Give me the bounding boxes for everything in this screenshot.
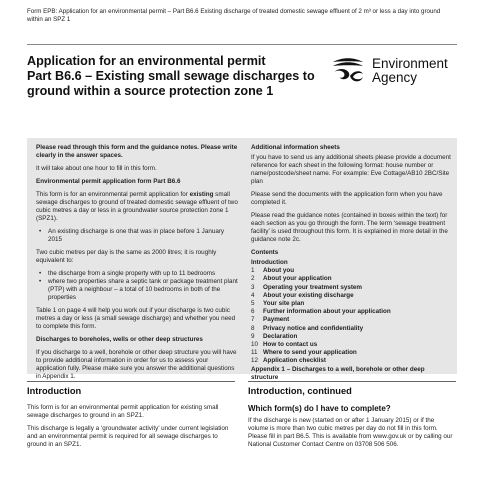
logo-line-2: Agency <box>372 70 418 85</box>
page-title <box>27 54 327 99</box>
info-right-column <box>251 144 451 382</box>
contents-item[interactable]: 10 How to contact us <box>251 341 318 349</box>
contents-item[interactable]: 2 About your application <box>251 275 332 283</box>
title-line-2: Part B6.6 – Existing small sewage discharges to <box>27 69 315 83</box>
which-forms-heading: Which form(s) do I have to complete? <box>248 404 391 413</box>
form-reference: Form EPB: Application for an environmental permit – Part B6.6 Existing discharge of treated domestic sewage effluent of 2 m³ or less a day into ground within an SPZ 1 <box>27 8 441 23</box>
purpose-text-a: This form is for an environmental permit application for <box>36 191 190 198</box>
information-box <box>27 138 457 381</box>
introduction-heading: Introduction <box>27 386 82 396</box>
info-left-column <box>36 144 238 386</box>
sheets-heading: Additional information sheets <box>251 144 340 151</box>
contents-item[interactable]: 8 Privacy notice and confidentiality <box>251 324 364 332</box>
environment-agency-logo-icon <box>330 56 366 86</box>
form-heading: Environmental permit application form Part B6.6 <box>36 178 181 185</box>
bullet-shared-property: • where two properties share a septic tank or package treatment plant (PTP) with a neighbour – a total of 10 bedrooms in both of the properties <box>36 278 238 302</box>
bullet-existing-discharge: • An existing discharge is one that was in place before 1 January 2015 <box>36 228 238 244</box>
purpose-existing-bold: existing <box>189 191 214 198</box>
guidance-para: Please read the guidance notes (contained in boxes within the text) for each section as you go through the form. The term ‘sewage treatment facility’ is used throughout this form. It is explained in more detail in the guidance note 2c. <box>251 212 448 243</box>
contents-list <box>251 267 451 365</box>
contents-item[interactable]: 9 Declaration <box>251 332 298 340</box>
form-purpose-para <box>36 191 238 223</box>
contents-item[interactable]: 11 Where to send your application <box>251 349 357 357</box>
boreholes-heading: Discharges to boreholes, wells or other deep structures <box>36 336 203 343</box>
introduction-continued-section <box>248 381 456 454</box>
intro-instruction: Please read through this form and the guidance notes. Please write clearly in the answer spaces. <box>36 144 238 159</box>
boreholes-para: If you discharge to a well, borehole or other deep structure you will have to provide additional information in order for us to assess your application fully. Please make sure you answer the additional questions in Appendix 1. <box>36 349 237 380</box>
volume-para: Two cubic metres per day is the same as 2000 litres; it is roughly equivalent to: <box>36 249 217 264</box>
section-divider <box>248 381 456 382</box>
introduction-para-1: This form is for an environmental permit application for existing small sewage discharges to ground in an SPZ1. <box>27 404 219 419</box>
introduction-continued-heading: Introduction, continued <box>248 386 352 396</box>
introduction-para-2: This discharge is legally a ‘groundwater activity’ under current legislation and an environmental permit is required for all sewage discharges to ground in an SPZ1. <box>27 425 229 448</box>
contents-item[interactable]: 7 Payment <box>251 316 290 324</box>
contents-item[interactable]: 4 About your existing discharge <box>251 291 354 299</box>
contents-heading: Contents <box>251 249 279 256</box>
which-forms-para: If the discharge is new (started on or after 1 January 2015) or if the volume is more than two cubic metres per day do not fill in this form. Please fill in part B6.5. This is available from www.gov.uk or by calling our National Customer Contact Centre on 03708 506 506. <box>248 417 453 448</box>
contents-item[interactable]: 3 Operating your treatment system <box>251 283 363 291</box>
title-line-3: ground within a source protection zone 1 <box>27 84 274 98</box>
header-divider <box>27 44 457 45</box>
bullet-single-property: • the discharge from a single property with up to 11 bedrooms <box>36 270 238 278</box>
contents-item[interactable]: 1 About you <box>251 267 295 275</box>
time-note: It will take about one hour to fill in this form. <box>36 165 157 172</box>
purpose-text-b: small sewage discharges to ground of treated domestic sewage effluent of two cubic metres a day or less in a groundwater source protection zone 1 (SPZ1). <box>36 191 238 222</box>
title-line-1: Application for an environmental permit <box>27 54 266 68</box>
contents-item[interactable]: 5 Your site plan <box>251 300 305 308</box>
table-para: Table 1 on page 4 will help you work out if your discharge is two cubic metres a day or less (a small sewage discharge) and whether you need to complete this form. <box>36 307 236 330</box>
section-divider <box>27 381 235 382</box>
contents-item[interactable]: 12 Application checklist <box>251 357 326 365</box>
logo-wordmark <box>372 57 448 85</box>
sheets-para: If you have to send us any additional sheets please provide a document reference for each sheet in the following format: house number or name/postcode/sheet name. For example: Eve Cottage/AB10 2BC/Site plan <box>251 154 451 185</box>
logo-line-1: Environment <box>372 56 448 71</box>
contents-item-appendix[interactable]: Appendix 1 – Discharges to a well, borehole or other deep structure <box>251 365 425 381</box>
environment-agency-logo <box>330 56 460 88</box>
introduction-section <box>27 381 235 454</box>
contents-item-introduction[interactable]: Introduction <box>251 259 288 266</box>
send-para: Please send the documents with the application form when you have completed it. <box>251 191 443 206</box>
contents-item[interactable]: 6 Further information about your application <box>251 308 391 316</box>
